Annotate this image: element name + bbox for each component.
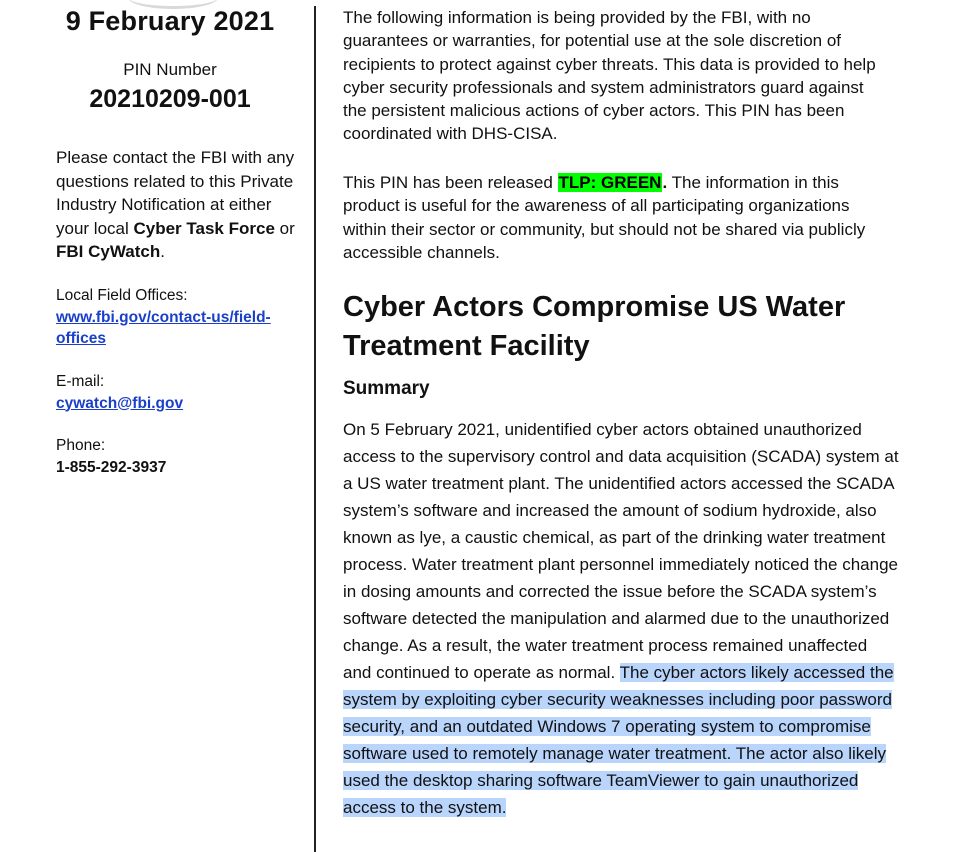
summary-text[interactable]: On 5 February 2021, unidentified cyber actors obtained unauthorized access to the supervisory control and data acquisition (SCADA) system at a US water treatment plant. The unidentified actors accessed the SCADA system’s software and increased the amount of sodium hydroxide, also known as lye, a caustic chemical, as part of the drinking water treatment process. Water treatment plant personnel immediately noticed the change in dosing amounts and corrected the issue before the SCADA system’s software detected the manipulation and alarmed due to the unauthorized change. As a result, the water treatment process remained unaffected and continued to operate as normal. — [343, 420, 899, 682]
field-offices-label: Local Field Offices: — [56, 287, 188, 304]
document-title: Cyber Actors Compromise US Water Treatment Facility — [343, 291, 846, 362]
selected-text[interactable]: The cyber actors likely accessed the system by exploiting cyber security weaknesses including poor password security, and an outdated Windows 7 operating system to compromise software used to remotely manage water treatment. The actor also likely used the desktop sharing software TeamViewer to gain unauthorized access to the system. — [343, 663, 894, 817]
pin-number: 20210209-001 — [89, 85, 251, 113]
phone-block — [56, 435, 166, 478]
cyber-task-force: Cyber Task Force — [133, 218, 275, 238]
phone-number: 1-855-292-3937 — [56, 458, 167, 476]
summary-paragraph[interactable] — [343, 416, 899, 821]
column-divider — [314, 6, 316, 852]
email-block — [56, 371, 183, 414]
summary-heading: Summary — [343, 378, 430, 399]
date-heading: 9 February 2021 — [65, 6, 275, 36]
contact-text-part: or — [274, 218, 295, 238]
tlp-pre: This PIN has been released — [343, 173, 558, 192]
contact-text-part: . — [160, 242, 165, 261]
disclaimer-paragraph: The following information is being provided by the FBI, with no guarantees or warranties, for potential use at the sole discretion of recipients to protect against cyber threats. This data is provided to help cyber security professionals and system administrators guard against the persistent malicious actions of cyber actors. This PIN has been coordinated with DHS-CISA. — [343, 8, 876, 144]
tlp-dot: . — [662, 173, 668, 192]
fbi-cywatch: FBI CyWatch — [56, 242, 161, 261]
tlp-green-badge: TLP: GREEN — [558, 173, 662, 192]
tlp-post: The information in this product is useful for the awareness of all participating organizations within their sector or community, but should not be shared via publicly accessible channels. — [343, 173, 866, 262]
field-offices-link-line2[interactable]: offices — [56, 330, 106, 347]
email-link[interactable]: cywatch@fbi.gov — [56, 394, 184, 412]
contact-text — [56, 146, 296, 264]
contact-text-part: Please contact the FBI with any questions related to this Private Industry Notification at either your local — [56, 148, 295, 238]
field-offices-block — [56, 285, 271, 350]
field-offices-link[interactable] — [56, 309, 271, 348]
phone-label: Phone: — [56, 437, 106, 454]
sidebar — [0, 0, 314, 852]
tlp-paragraph — [343, 171, 883, 264]
field-offices-link-line1[interactable]: www.fbi.gov/contact-us/field- — [56, 308, 271, 326]
email-label: E-mail: — [56, 373, 105, 390]
pin-label: PIN Number — [123, 60, 217, 79]
